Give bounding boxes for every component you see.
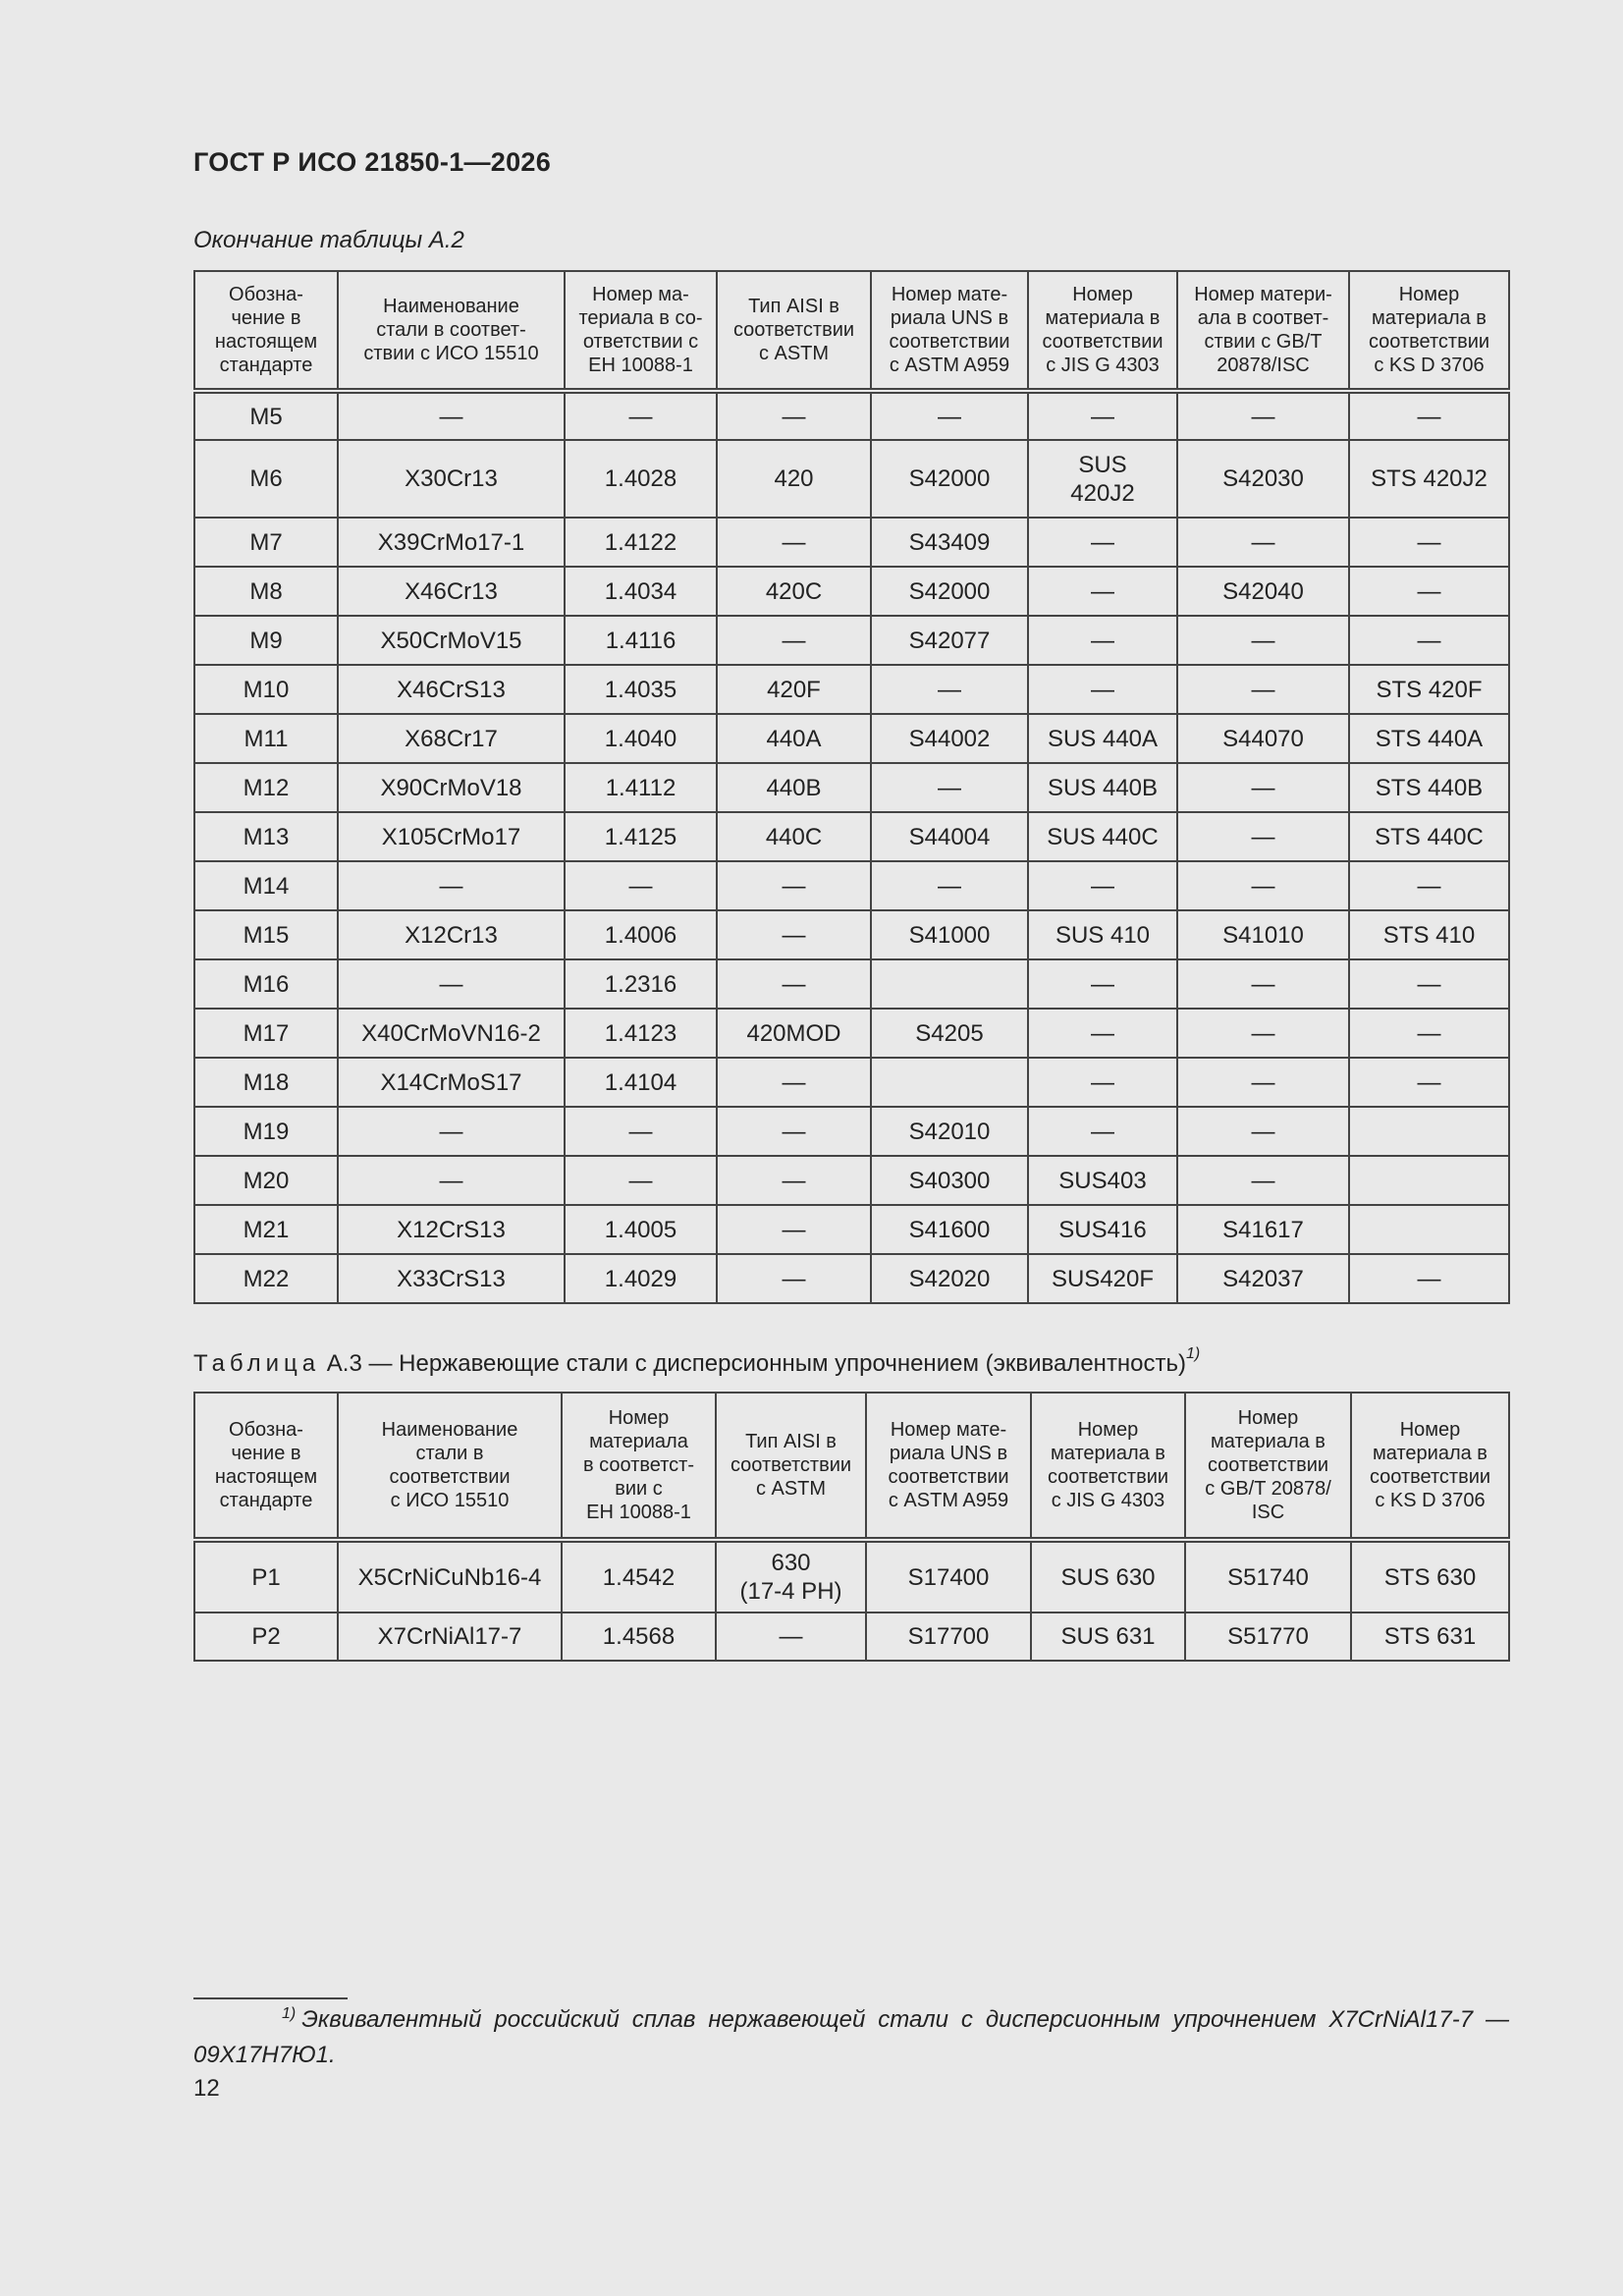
footnote [193,2003,1509,2071]
table-cell: 1.4035 [565,665,717,714]
table-cell: — [717,1156,871,1205]
table-cell: S41617 [1177,1205,1349,1254]
table-cell: SUS403 [1028,1156,1177,1205]
table-cell: S42030 [1177,440,1349,518]
table-cell: X5CrNiCuNb16-4 [338,1540,562,1613]
table-cell [871,1058,1028,1107]
table-cell: 1.4040 [565,714,717,763]
column-header: Номер мате- риала UNS в соответствии с ASTM A959 [871,271,1028,391]
table-cell: — [871,861,1028,910]
table-cell: — [1349,1058,1509,1107]
table-row [194,665,1509,714]
table-cell: — [717,1058,871,1107]
table-cell: — [717,1107,871,1156]
table-header-row [194,1393,1509,1540]
table-a3-footnote-ref: 1) [1186,1345,1201,1362]
table-cell: 1.4028 [565,440,717,518]
column-header: Номер материала в соответст- вии с ЕН 10088-1 [562,1393,716,1540]
table-cell: 1.4005 [565,1205,717,1254]
table-cell: S42020 [871,1254,1028,1303]
table-cell: — [1177,391,1349,440]
column-header: Наименование стали в соответ- ствии с ИСО 15510 [338,271,565,391]
table-cell: — [1349,518,1509,567]
table-row [194,1156,1509,1205]
column-header: Номер материала в соответствии с KS D 3706 [1349,271,1509,391]
designation-cell: P1 [194,1540,338,1613]
designation-cell: M12 [194,763,338,812]
table-cell: STS 630 [1351,1540,1509,1613]
column-header: Номер ма- териала в со- ответствии с ЕН 10088-1 [565,271,717,391]
table-cell: S42000 [871,567,1028,616]
table-cell: 1.4034 [565,567,717,616]
table-cell: X46CrS13 [338,665,565,714]
table-cell: — [1177,1009,1349,1058]
table-row [194,1540,1509,1613]
table-cell: 420MOD [717,1009,871,1058]
table-cell: — [717,861,871,910]
table-cell: — [1177,1156,1349,1205]
table-cell: 1.4125 [565,812,717,861]
designation-cell: M15 [194,910,338,959]
table-cell: — [1177,665,1349,714]
table-cell: S17700 [866,1613,1031,1661]
table-a2 [193,270,1510,1304]
designation-cell: M21 [194,1205,338,1254]
table-cell: X12Cr13 [338,910,565,959]
table-a3-caption-text: А.3 — Нержавеющие стали с дисперсионным упрочнением (эквивалентность) [326,1350,1187,1377]
table-cell: — [338,861,565,910]
table-cell: — [717,910,871,959]
table-cell: — [338,1156,565,1205]
table-cell: — [871,763,1028,812]
table-cell: 420 [717,440,871,518]
table-cell: 1.4542 [562,1540,716,1613]
designation-cell: M22 [194,1254,338,1303]
table-cell: — [565,861,717,910]
table-cell: STS 420J2 [1349,440,1509,518]
table-a3-caption-prefix: Таблица [193,1350,321,1377]
table-row [194,1009,1509,1058]
table-cell: S44004 [871,812,1028,861]
table-row [194,440,1509,518]
table-cell: SUS416 [1028,1205,1177,1254]
table-cell: — [1349,1009,1509,1058]
table-cell: S42037 [1177,1254,1349,1303]
column-header: Тип AISI в соответствии с ASTM [717,271,871,391]
table-cell: — [717,959,871,1009]
table-row [194,1107,1509,1156]
table-cell: S51770 [1185,1613,1351,1661]
table-cell: S41000 [871,910,1028,959]
table-cell: 440A [717,714,871,763]
table-header-row [194,271,1509,391]
designation-cell: M16 [194,959,338,1009]
table-row [194,910,1509,959]
table-cell: — [1028,1107,1177,1156]
table-row [194,812,1509,861]
designation-cell: M6 [194,440,338,518]
table-cell: X46Cr13 [338,567,565,616]
table-cell: — [1349,959,1509,1009]
table-cell: X33CrS13 [338,1254,565,1303]
column-header: Номер материала в соответствии с GB/T 20878/ ISC [1185,1393,1351,1540]
designation-cell: M13 [194,812,338,861]
document-header: ГОСТ Р ИСО 21850-1—2026 [193,147,552,177]
table-cell: S40300 [871,1156,1028,1205]
table-cell: S44002 [871,714,1028,763]
table-cell: SUS 420J2 [1028,440,1177,518]
table-cell: STS 410 [1349,910,1509,959]
table-cell: X50CrMoV15 [338,616,565,665]
table-cell: X12CrS13 [338,1205,565,1254]
table-cell: — [1349,1254,1509,1303]
table-row [194,616,1509,665]
table-cell: SUS 410 [1028,910,1177,959]
table-cell: X39CrMo17-1 [338,518,565,567]
table-cell: — [1177,1107,1349,1156]
table-cell: S42077 [871,616,1028,665]
column-header: Обозна- чение в настоящем стандарте [194,271,338,391]
table-cell: X7CrNiAl17-7 [338,1613,562,1661]
table-cell: — [1028,567,1177,616]
table-cell: — [717,616,871,665]
table-cell: S41600 [871,1205,1028,1254]
table-cell: — [1028,861,1177,910]
table-cell: — [1349,861,1509,910]
table-cell: S4205 [871,1009,1028,1058]
column-header: Тип AISI в соответствии с ASTM [716,1393,866,1540]
table-cell: — [717,391,871,440]
designation-cell: M9 [194,616,338,665]
table-cell: 1.4116 [565,616,717,665]
footnote-divider [193,1997,348,1999]
designation-cell: M18 [194,1058,338,1107]
table-row [194,959,1509,1009]
table-cell: 630 (17-4 PH) [716,1540,866,1613]
table-cell: — [565,1107,717,1156]
table-cell: 420C [717,567,871,616]
table-cell: — [565,1156,717,1205]
table-cell: — [338,391,565,440]
table-cell: — [871,665,1028,714]
table-cell: 440B [717,763,871,812]
table-a2-caption: Окончание таблицы А.2 [193,227,464,253]
table-row [194,518,1509,567]
column-header: Наименование стали в соответствии с ИСО 15510 [338,1393,562,1540]
designation-cell: M8 [194,567,338,616]
table-cell: 1.4122 [565,518,717,567]
table-cell: — [1349,391,1509,440]
table-row [194,1205,1509,1254]
table-cell: SUS420F [1028,1254,1177,1303]
table-cell [1349,1156,1509,1205]
table-cell: 1.4123 [565,1009,717,1058]
table-cell: — [338,1107,565,1156]
table-cell: — [1028,665,1177,714]
table-cell: — [1177,959,1349,1009]
table-cell: SUS 631 [1031,1613,1185,1661]
table-cell: S44070 [1177,714,1349,763]
table-cell: SUS 630 [1031,1540,1185,1613]
table-cell: 1.4029 [565,1254,717,1303]
table-cell: S42010 [871,1107,1028,1156]
table-cell: S43409 [871,518,1028,567]
table-row [194,1613,1509,1661]
table-cell: STS 440B [1349,763,1509,812]
table-cell: X30Cr13 [338,440,565,518]
table-cell: — [1028,391,1177,440]
table-a3 [193,1392,1510,1662]
table-a3-caption [193,1345,1201,1378]
designation-cell: P2 [194,1613,338,1661]
table-cell: — [1028,518,1177,567]
table-cell: 1.4112 [565,763,717,812]
designation-cell: M11 [194,714,338,763]
column-header: Номер материала в соответствии с KS D 3706 [1351,1393,1509,1540]
table-row [194,1058,1509,1107]
designation-cell: M19 [194,1107,338,1156]
table-cell: X68Cr17 [338,714,565,763]
table-cell: X14CrMoS17 [338,1058,565,1107]
column-header: Обозна- чение в настоящем стандарте [194,1393,338,1540]
table-cell: STS 440A [1349,714,1509,763]
table-cell: STS 440C [1349,812,1509,861]
table-cell: — [1028,959,1177,1009]
table-cell: X105CrMo17 [338,812,565,861]
table-row [194,714,1509,763]
column-header: Номер мате- риала UNS в соответствии с ASTM A959 [866,1393,1031,1540]
table-cell [871,959,1028,1009]
table-cell: — [1349,616,1509,665]
table-cell: — [1349,567,1509,616]
table-cell: 440C [717,812,871,861]
designation-cell: M20 [194,1156,338,1205]
table-row [194,391,1509,440]
designation-cell: M14 [194,861,338,910]
table-cell: S42000 [871,440,1028,518]
table-row [194,861,1509,910]
table-cell: X90CrMoV18 [338,763,565,812]
page-number: 12 [193,2075,220,2102]
table-row [194,1254,1509,1303]
table-cell: SUS 440B [1028,763,1177,812]
table-cell [1349,1205,1509,1254]
table-cell: — [1028,616,1177,665]
table-cell: — [871,391,1028,440]
table-row [194,763,1509,812]
table-cell: — [717,518,871,567]
table-cell [1349,1107,1509,1156]
table-cell: — [1177,1058,1349,1107]
table-cell: — [1177,812,1349,861]
footnote-text: Эквивалентный российский сплав нержавеющей стали с дисперсионным упрочнением X7CrNiAl17-7 — 09Х17Н7Ю1. [193,2006,1509,2068]
footnote-mark: 1) [282,2005,297,2022]
table-cell: — [565,391,717,440]
designation-cell: M10 [194,665,338,714]
designation-cell: M17 [194,1009,338,1058]
table-cell: S51740 [1185,1540,1351,1613]
table-cell: STS 631 [1351,1613,1509,1661]
table-cell: S17400 [866,1540,1031,1613]
table-cell: 420F [717,665,871,714]
table-cell: X40CrMoVN16-2 [338,1009,565,1058]
table-cell: S41010 [1177,910,1349,959]
column-header: Номер материала в соответствии с JIS G 4303 [1031,1393,1185,1540]
table-cell: — [1028,1009,1177,1058]
table-cell: SUS 440A [1028,714,1177,763]
table-cell: — [1177,763,1349,812]
table-cell: — [1028,1058,1177,1107]
table-cell: — [338,959,565,1009]
table-cell: — [1177,861,1349,910]
designation-cell: M7 [194,518,338,567]
table-row [194,567,1509,616]
table-cell: STS 420F [1349,665,1509,714]
table-cell: 1.4104 [565,1058,717,1107]
table-cell: 1.4568 [562,1613,716,1661]
table-cell: — [1177,616,1349,665]
table-cell: SUS 440C [1028,812,1177,861]
column-header: Номер матери- ала в соответ- ствии с GB/T 20878/ISC [1177,271,1349,391]
column-header: Номер материала в соответствии с JIS G 4303 [1028,271,1177,391]
table-cell: — [1177,518,1349,567]
table-cell: 1.4006 [565,910,717,959]
table-cell: S42040 [1177,567,1349,616]
table-cell: — [717,1254,871,1303]
table-cell: 1.2316 [565,959,717,1009]
designation-cell: M5 [194,391,338,440]
table-cell: — [717,1205,871,1254]
table-cell: — [716,1613,866,1661]
